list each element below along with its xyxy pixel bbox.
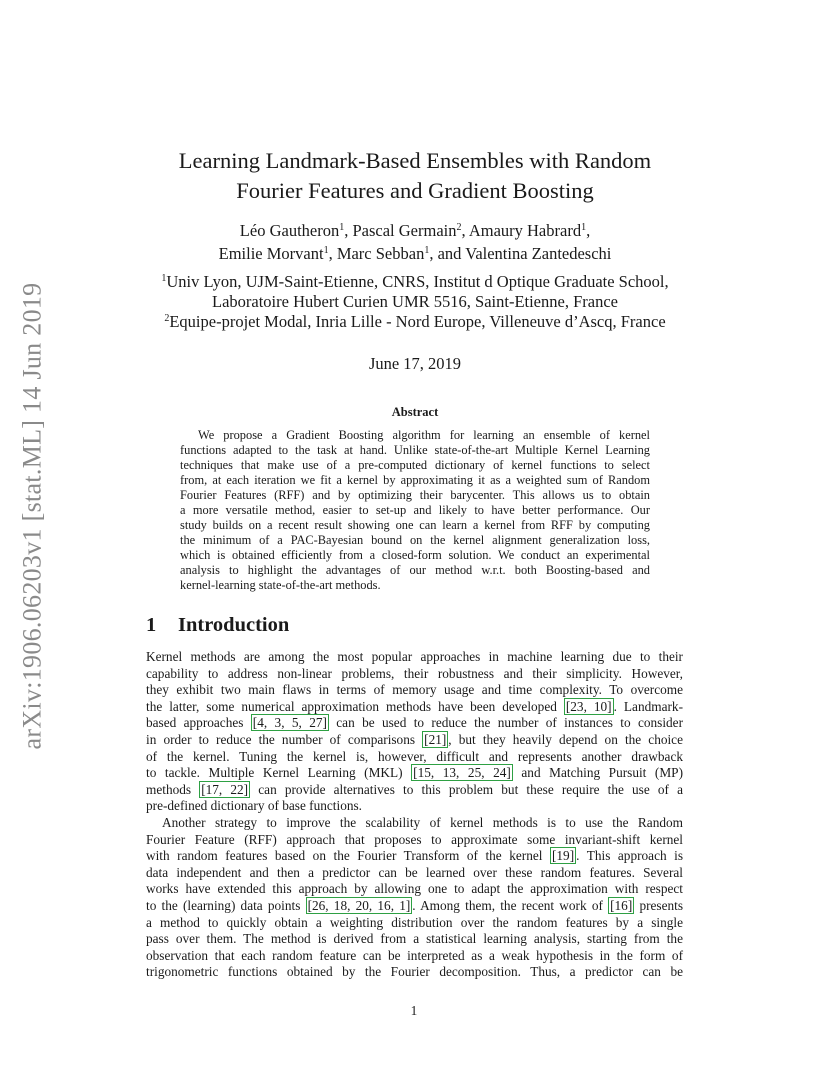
abstract-heading: Abstract bbox=[391, 405, 439, 419]
intro-body bbox=[146, 649, 683, 981]
citation-link[interactable]: [26, 18, 20, 16, 1] bbox=[307, 897, 411, 913]
body-line: a method to quickly obtain a weighting distribution over the random features by a single bbox=[146, 914, 683, 930]
body-text: to the (learning) data points bbox=[146, 897, 301, 913]
body-line: of the kernel. Tuning the kernel is, however, difficult and represents another drawback bbox=[146, 748, 683, 764]
section-title: Introduction bbox=[178, 614, 290, 636]
body-text: presents bbox=[639, 897, 684, 913]
title-line-2: Fourier Features and Gradient Boosting bbox=[236, 178, 594, 203]
body-text: with random features based on the Fourier Transform of the kernel bbox=[146, 848, 543, 864]
abstract-line: Fourier Features (RFF) and by optimizing their barycenter. This allows us to obtain bbox=[180, 488, 650, 502]
body-line: data independent and then a predictor can be learned over these random features. Several bbox=[146, 864, 683, 880]
body-line bbox=[146, 898, 683, 915]
body-line bbox=[146, 732, 683, 749]
body-line bbox=[146, 715, 683, 732]
body-line bbox=[146, 699, 683, 716]
section-number: 1 bbox=[146, 614, 157, 636]
body-text: can be used to reduce the number of instances to consider bbox=[336, 715, 684, 731]
citation-link[interactable]: [17, 22] bbox=[201, 781, 249, 797]
arxiv-identifier-text: arXiv:1906.06203v1 [stat.ML] 14 Jun 2019 bbox=[17, 282, 46, 750]
paper-date: June 17, 2019 bbox=[368, 354, 462, 373]
citation-link[interactable]: [15, 13, 25, 24] bbox=[413, 765, 511, 781]
abstract-line: techniques that make use of a pre-computed dictionary of kernel functions to select bbox=[180, 458, 650, 472]
paper-title bbox=[150, 146, 680, 206]
body-line: observation that each random feature can be interpreted as a weak hypothesis in the form of bbox=[146, 947, 683, 963]
body-text: and Matching Pursuit (MP) bbox=[521, 765, 683, 781]
affiliation-2-line-1 bbox=[140, 312, 690, 332]
body-text: . Landmark- bbox=[613, 698, 683, 714]
author-name: Marc Sebban bbox=[336, 244, 425, 263]
author-name: Amaury Habrard bbox=[468, 221, 582, 240]
body-text: can provide alternatives to this problem but these require the use of a bbox=[258, 781, 683, 797]
abstract-line: analysis to highlight the advantages of our method w.r.t. both Boosting-based and bbox=[180, 563, 650, 577]
citation-link[interactable]: [16] bbox=[610, 897, 633, 913]
author-name: Léo Gautheron bbox=[239, 221, 340, 240]
body-line: capability to address non-linear problems, their robustness and their simplicity. However, bbox=[146, 665, 683, 681]
affiliation-text: Equipe-projet Modal, Inria Lille - Nord Europe, Villeneuve d’Ascq, France bbox=[169, 312, 666, 331]
affiliation-1-line-1 bbox=[140, 272, 690, 292]
body-text: in order to reduce the number of comparisons bbox=[146, 731, 416, 747]
affiliation-text: Univ Lyon, UJM-Saint-Etienne, CNRS, Institut d Optique Graduate School, bbox=[166, 272, 669, 291]
body-line: pass over them. The method is derived from a statistical learning analysis, starting from the bbox=[146, 931, 683, 947]
body-line bbox=[146, 765, 683, 782]
body-line bbox=[146, 848, 683, 865]
body-text: , but they heavily depend on the choice bbox=[448, 731, 683, 747]
body-text: . Among them, the recent work of bbox=[412, 897, 603, 913]
body-line: Kernel methods are among the most popular approaches in machine learning due to their bbox=[146, 649, 683, 664]
body-line: they exhibit two main flaws in terms of memory usage and time complexity. To overcome bbox=[146, 682, 683, 698]
body-line: Fourier Feature (RFF) approach that proposes to approximate some invariant-shift kernel bbox=[146, 831, 683, 847]
body-text: methods bbox=[146, 781, 192, 797]
citation-link[interactable]: [19] bbox=[551, 848, 575, 864]
affiliation-mark: 1 bbox=[161, 273, 167, 284]
author-name: Emilie Morvant bbox=[218, 244, 324, 263]
author-name: Pascal Germain bbox=[352, 221, 457, 240]
title-line-1: Learning Landmark-Based Ensembles with Random bbox=[178, 148, 652, 173]
author-list bbox=[150, 219, 680, 265]
affiliation-mark: 2 bbox=[164, 313, 170, 324]
author-line-1: Léo Gautheron$^1$, Pascal Germain$^2$, Amaury Habrard$^1$, bbox=[239, 221, 591, 240]
affiliation-mark: 1 bbox=[339, 222, 345, 233]
section-heading bbox=[146, 614, 289, 637]
affiliation-1-line-2: Laboratoire Hubert Curien UMR 5516, Saint-Etienne, France bbox=[212, 292, 618, 311]
body-line: works have extended this approach by allowing one to adapt the approximation with respect bbox=[146, 881, 683, 897]
page-number: 1 bbox=[410, 1003, 418, 1018]
body-text: based approaches bbox=[146, 715, 244, 731]
abstract-line: the minimum of a PAC-Bayesian bound on the kernel alignment generalization loss, bbox=[180, 533, 650, 547]
body-line bbox=[146, 782, 683, 799]
abstract-line: kernel-learning state-of-the-art methods. bbox=[180, 578, 381, 592]
body-line: trigonometric functions obtained by the Fourier decomposition. Thus, a predictor can be bbox=[146, 964, 683, 980]
abstract-line: study builds on a recent result showing one can learn a kernel from RFF by computing bbox=[180, 518, 650, 532]
body-text: . This approach is bbox=[576, 848, 684, 864]
body-text: to tackle. Multiple Kernel Learning (MKL) bbox=[146, 765, 403, 781]
body-line: pre-defined dictionary of base functions. bbox=[146, 798, 362, 814]
abstract-line: a more versatile method, easier to set-up and likely to have better performance. Our bbox=[180, 503, 650, 517]
author-line-2: Emilie Morvant$^1$, Marc Sebban$^1$, and Valentina Zantedeschi bbox=[218, 244, 612, 263]
affiliation-mark: 1 bbox=[581, 222, 587, 233]
abstract-line: from, at each iteration we fit a kernel by approximating it as a weighted sum of Random bbox=[180, 473, 650, 487]
body-line: Another strategy to improve the scalability of kernel methods is to use the Random bbox=[162, 814, 683, 830]
author-name: and Valentina Zantedeschi bbox=[437, 244, 612, 263]
affiliations bbox=[140, 272, 690, 332]
arxiv-identifier bbox=[12, 282, 52, 750]
affiliation-mark: 1 bbox=[323, 245, 329, 256]
affiliation-mark: 2 bbox=[456, 222, 462, 233]
body-text: the latter, some numerical approximation methods have been developed bbox=[146, 698, 557, 714]
citation-link[interactable]: [23, 10] bbox=[565, 698, 612, 714]
citation-link[interactable]: [4, 3, 5, 27] bbox=[252, 715, 327, 731]
abstract-line: which is obtained efficiently from a closed-form solution. We conduct an experimental bbox=[180, 548, 650, 562]
abstract-body bbox=[180, 428, 650, 593]
abstract-line: We propose a Gradient Boosting algorithm for learning an ensemble of kernel bbox=[198, 428, 650, 442]
affiliation-mark: 1 bbox=[424, 245, 430, 256]
abstract-line: functions adapted to the task at hand. Unlike state-of-the-art Multiple Kernel Learning bbox=[180, 443, 650, 457]
citation-link[interactable]: [21] bbox=[424, 731, 447, 747]
